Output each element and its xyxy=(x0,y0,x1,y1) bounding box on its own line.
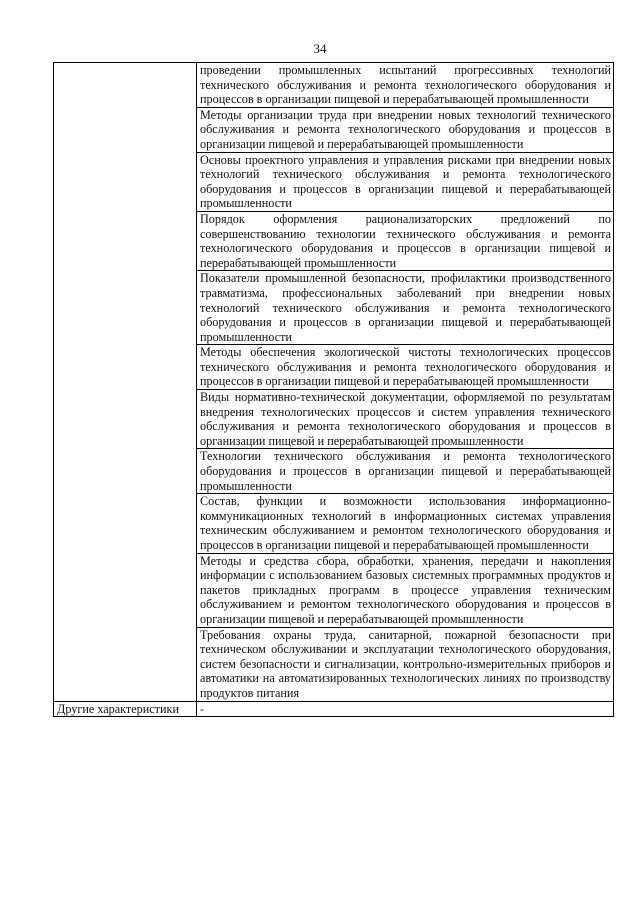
other-characteristics-value: - xyxy=(197,701,614,717)
knowledge-item: Технологии технического обслуживания и ремонта технологического оборудования и процессов в организации пищевой и перерабатывающей промышленности xyxy=(197,449,614,494)
knowledge-item: Требования охраны труда, санитарной, пожарной безопасности при техническом обслуживании и эксплуатации технологического оборудования, систем безопасности и сигнализации, контрольно-измерительных приборов и автоматики на автоматизированных технологических линиях по производству продуктов питания xyxy=(197,627,614,701)
knowledge-item: Порядок оформления рационализаторских предложений по совершенствованию технологии технического обслуживания и ремонта технологического оборудования и процессов в организации пищевой и перерабатывающей промышленности xyxy=(197,211,614,270)
knowledge-item: Методы и средства сбора, обработки, хранения, передачи и накопления информации с использованием базовых системных программных продуктов и пакетов прикладных программ в процессе управления техническим обслуживанием и ремонтом технологического оборудования и процессов в организации пищевой и перерабатывающей промышленности xyxy=(197,553,614,627)
knowledge-item: Методы организации труда при внедрении новых технологий технического обслуживания и ремонта технологического оборудования и процессов в организации пищевой и перерабатывающей промышленности xyxy=(197,107,614,152)
knowledge-item: Состав, функции и возможности использования информационно-коммуникационных технологий в информационных системах управления техническим обслуживанием и ремонтом технологического оборудования и процессов в организации пищевой и перерабатывающей промышленности xyxy=(197,494,614,553)
knowledge-table xyxy=(53,62,614,717)
table-row xyxy=(54,63,614,108)
other-characteristics-label: Другие характеристики xyxy=(54,701,197,717)
other-characteristics-row xyxy=(54,701,614,717)
knowledge-item: Виды нормативно-технической документации, оформляемой по результатам внедрения технологических процессов и систем управления технического обслуживания и ремонта технологического оборудования и процессов в организации пищевой и перерабатывающей промышленности xyxy=(197,390,614,449)
knowledge-item: проведении промышленных испытаний прогрессивных технологий технического обслуживания и ремонта технологического оборудования и процессов в организации пищевой и перерабатывающей промышленности xyxy=(197,63,614,108)
merged-label-cell xyxy=(54,63,197,702)
knowledge-item: Методы обеспечения экологической чистоты технологических процессов технического обслуживания и ремонта технологического оборудования и процессов в организации пищевой и перерабатывающей промышленности xyxy=(197,345,614,390)
knowledge-item: Показатели промышленной безопасности, профилактики производственного травматизма, профессиональных заболеваний при внедрении новых технологий технического обслуживания и ремонта технологического оборудования и процессов в организации пищевой и перерабатывающей промышленности xyxy=(197,271,614,345)
knowledge-item: Основы проектного управления и управления рисками при внедрении новых технологий технического обслуживания и ремонта технологического оборудования и процессов в организации пищевой и перерабатывающей промышленности xyxy=(197,152,614,211)
page-number: 34 xyxy=(313,41,327,56)
